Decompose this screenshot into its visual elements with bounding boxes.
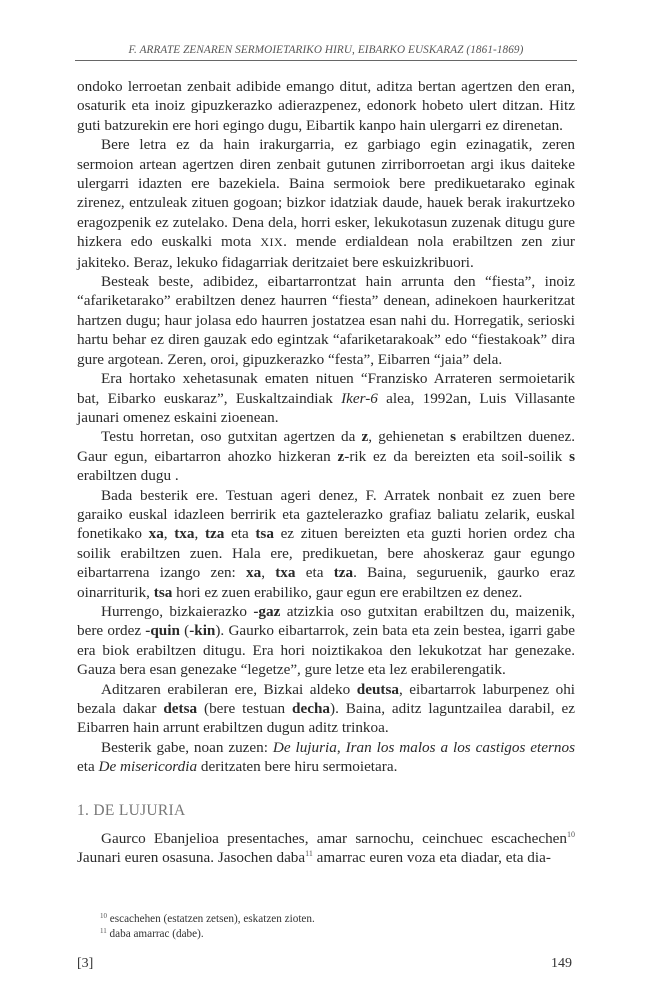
paragraph [77,77,575,135]
text-run: xa [148,525,164,543]
text-run: Aditzaren erabileran ere, Bizkai aldeko [101,680,357,698]
text-run: De lujuria [272,738,337,756]
text-run: -rik ez da bereizten eta soil-soilik [344,447,570,465]
section-heading: 1. DE LUJURIA [77,802,186,819]
text-run: Jaunari euren osasuna. Jasochen daba [77,849,306,867]
text-run: ondoko lerroetan zenbait adibide emango ditut, aditza bertan agertzen den eran, osaturik eta inoiz gipuzkerazko adierazpenez, edonork hobeto ulert ditzan. Hitz guti batzurekin ere hori egingo dugu, Eibartik kanpo hain ulergarri ez direnetan. [77,78,575,134]
paragraph [77,602,575,680]
paragraph [77,135,575,272]
text-run: Besterik gabe, noan zuzen: [101,738,273,756]
footnotes [100,912,315,941]
text-run: Besteak beste, adibidez, eibartarrontzat hain arrunta den “fiesta”, inoiz “afariketarako” erabiltzen denez haurren “fiesta” denean, adinekoen haurkeritzat hartzen dugu; haur jolasa edo haurren jostatzea esan nahi du. Horregatik, serioski hartu behar ez diren gauzak edo egintzak “afariketarakoak” edo “fiestakoak” dira gure argotean. Zeren, oroi, gipuzkerazko “festa”, Eibarren “jaia” dela. [77,273,575,368]
text-run: . mende erdialdean nola erabiltzen zen ziur jakiteko. Beraz, lekuko fidagarriak deritzaiet bere eskuizkribuori. [77,233,575,271]
text-run: hori ez zuen erabiliko, gaur egun ere erabiltzen ez denez. [172,583,523,601]
footnote [100,927,315,942]
text-run: tza [333,564,354,582]
text-run: Iran los malos a los castigos eternos [345,738,576,756]
text-run: , [261,564,276,582]
text-run: Bere letra ez da hain irakurgarria, ez garbiago egin ezinagatik, zeren sermoion artean agertzen diren zenbait gutunen zirriborroetan argi ikus daiteke ulergarri idazten ere bazekiela. Baina sermoiok bere predikuetarako eginak zirenez, entzuleak zituen gogoan; bizkor idatziak daude, hauek berak irakurtzeko eragozpenik ez zutelako. Dena dela, horri esker, lekukotasun zuzenak ditugu gure hizkera edo euskalki mota [77,136,575,251]
paragraph [77,272,575,369]
page-number: 149 [551,956,572,971]
text-run: Testu horretan, oso gutxitan agertzen da [101,428,362,446]
text-run: ez zituen bereizten eta guzti horien ordez cha soilik erabiltzen zuen. Hala ere, predikuetan, bere ahoskeraz gaur egungo eibartarrena izango zen: [77,525,576,582]
text-run: tsa [153,583,173,601]
footnote [100,912,315,927]
footnote-ref[interactable]: 11 [305,849,313,859]
text-run: tsa [255,525,274,543]
footnote-text: daba amarrac (dabe). [106,927,204,940]
text-run: amarrac euren voza eta diadar, eta dia- [312,849,551,867]
paragraph [77,486,575,602]
text-run: -gaz [253,602,281,620]
footnote-number: 10 [100,912,107,920]
running-head: F. ARRATE ZENAREN SERMOIETARIKO HIRU, EIBARKO EUSKARAZ (1861-1869) [128,44,524,56]
text-run: . Baina, seguruenik, gaurko eraz oinarriturik, [77,564,575,601]
footnote-number: 11 [100,926,107,935]
text-run: alea, 1992an, Luis Villasante jaunari omenez eskaini zioenean. [77,389,575,426]
text-run: , gehienetan [368,428,451,446]
section-text [77,829,575,868]
text-run: Iker-6 [341,389,378,407]
text-run: erabiltzen dugu . [77,467,179,485]
text-run: -kin [189,622,216,640]
text-run: s [450,428,457,446]
text-run: z [337,447,345,465]
text-run: decha [292,700,331,717]
text-run: erabiltzen duenez. Gaur egun, eibartarron ahozko hizkeran [77,428,576,465]
text-run: (bere testuan [197,700,293,717]
footnote-ref[interactable]: 10 [567,830,575,839]
text-run: z [361,428,369,446]
text-run: Hurrengo, bizkaierazko [101,602,254,620]
text-run: , eibartarrok laburpenez ohi bezala dakar [77,680,576,717]
paragraph [77,680,575,738]
text-run: XIX [260,235,284,250]
text-run: txa [275,564,296,582]
text-run: eta [295,564,334,582]
text-run: , [336,738,346,756]
text-run: deritzaten bere hiru sermoietara. [197,758,398,776]
text-run: deutsa [356,680,399,698]
header-rule [75,60,577,61]
text-run: Bada besterik ere. Testuan ageri denez, F. Arratek nonbait ez zuen bere garaiko euskal idazleen berririk eta gaztelerazko grafiaz baliatu zelarik, euskal fonetikako [77,486,575,543]
folio-left: [3] [77,956,94,971]
body-text [77,77,575,777]
text-run: ( [179,622,190,640]
text-run: atzizkia oso gutxitan erabiltzen du, maizenik, bere ordez [77,602,575,640]
text-run: -quin [145,622,180,640]
text-run: Era hortako xehetasunak ematen nituen “Franzisko Arrateren sermoietarik bat, Eibarko euskaraz”, Euskaltzaindiak [77,370,575,407]
text-run: , [194,525,205,543]
text-run: xa [246,564,262,582]
text-run: ). Gaurko eibartarrok, zein bata eta zein bestea, igarri gabe era biok erabiltzen ditugu. Era hori noiztikakoa den lekukotzat har genezake. Gauza bera esan genezake “legetze”, gure letze eta lez erabilerengatik. [77,622,575,679]
text-run: Gaurco Ebanjelioa presentaches, amar sarnochu, ceinchuec escachechen [101,830,567,847]
paragraph [77,427,575,485]
text-run: txa [174,525,195,543]
text-run: De misericordia [98,758,198,776]
section-paragraph [77,829,575,868]
paragraph [77,738,575,777]
text-run: s [569,447,575,465]
text-run: eta [224,525,256,543]
text-run: detsa [163,700,198,717]
paragraph [77,369,575,427]
text-run: eta [77,758,99,776]
text-run: tza [204,525,225,543]
footnote-text: escachehen (estatzen zetsen), eskatzen zioten. [107,913,315,925]
text-run: , [163,525,175,543]
text-run: ). Baina, aditz laguntzailea darabil, ez Eibarren hain arrunt erabiltzen dugun aditz trinkoa. [77,700,575,737]
